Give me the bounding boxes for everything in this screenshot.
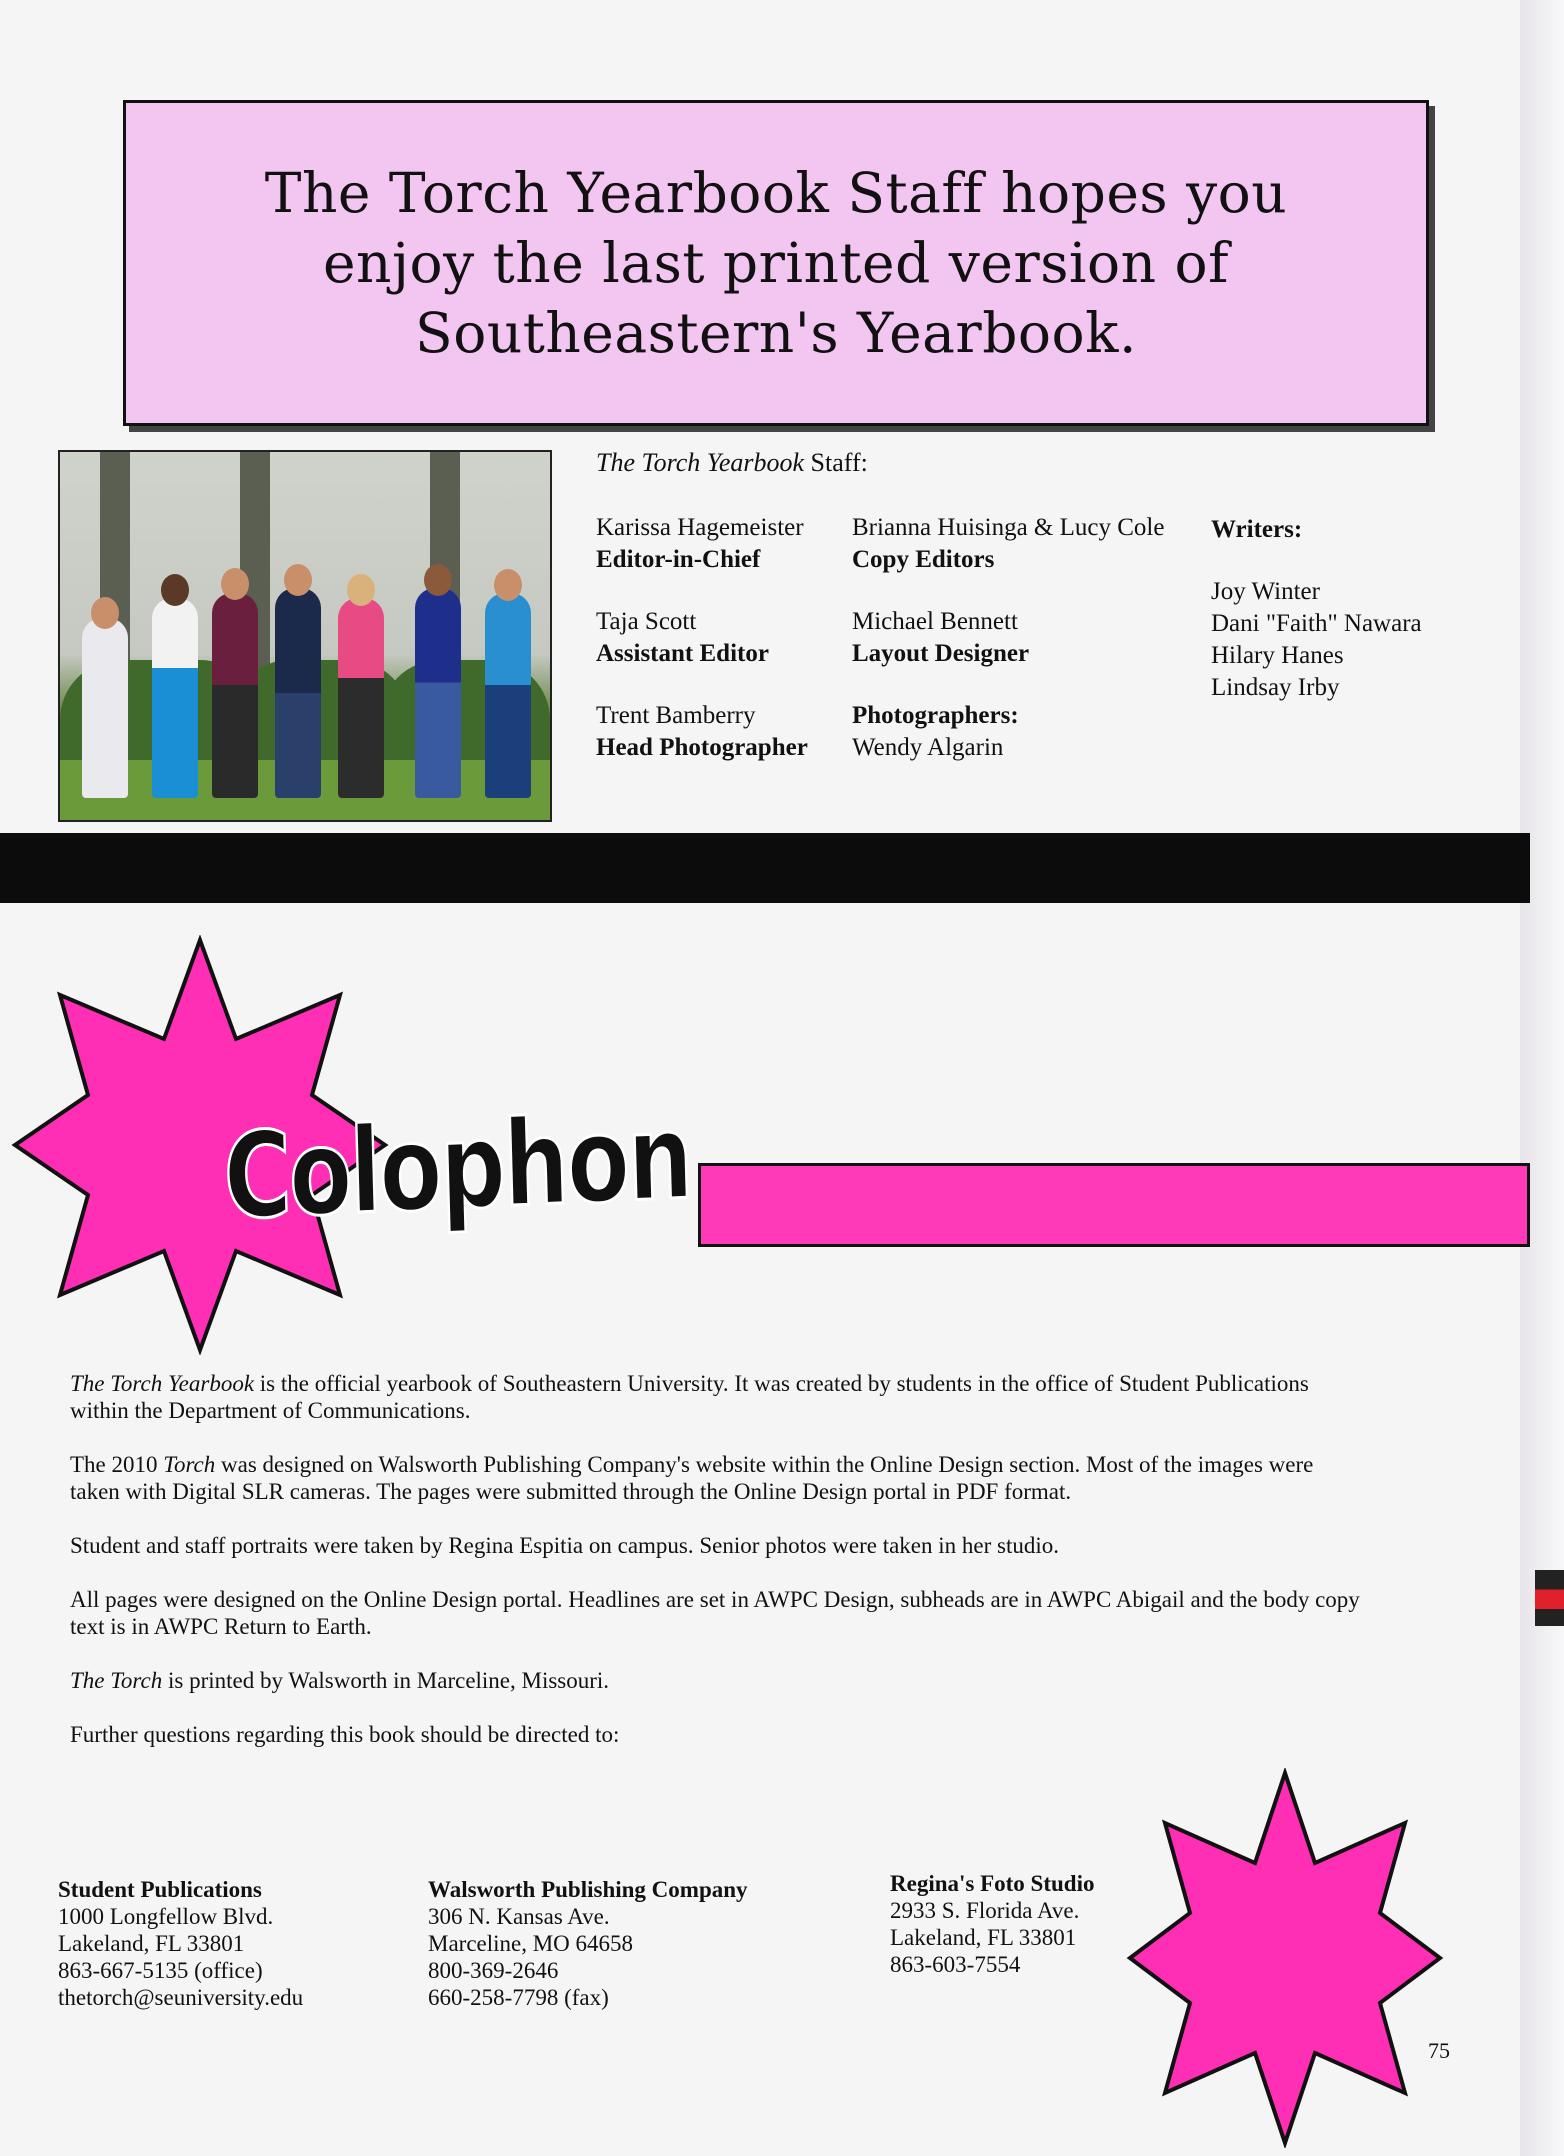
staff-name: Karissa Hagemeister (596, 514, 804, 541)
address-name: Regina's Foto Studio (890, 1871, 1095, 1896)
staff-role: Editor-in-Chief (596, 546, 761, 573)
address-line: thetorch@seuniversity.edu (58, 1985, 304, 2010)
staff-role: Assistant Editor (596, 640, 769, 667)
staff-group-photo (58, 450, 552, 822)
italic-text: The Torch (70, 1668, 163, 1693)
colophon-body (70, 1370, 1360, 1775)
starburst-right (1125, 1768, 1445, 2148)
address-name: Student Publications (58, 1877, 262, 1902)
text: was designed on Walsworth Publishing Company's website within the Online Design section. Most of the images were taken with Digital SLR cameras. The pages were submitted through the Online Design portal in PDF format. (70, 1452, 1314, 1504)
headline-banner (123, 100, 1429, 426)
address-line: 863-667-5135 (office) (58, 1958, 263, 1983)
staff-member (596, 512, 804, 576)
italic-text: The Torch Yearbook (70, 1371, 255, 1396)
address-line: 2933 S. Florida Ave. (890, 1898, 1080, 1923)
paragraph (70, 1667, 1360, 1694)
banner-line: The Torch Yearbook Staff hopes you (264, 161, 1288, 225)
writer-name: Lindsay Irby (1211, 674, 1340, 701)
writer-name: Hilary Hanes (1211, 642, 1344, 669)
address-block (890, 1870, 1094, 1978)
staff-role: Layout Designer (852, 640, 1030, 667)
address-block (428, 1876, 748, 2011)
staff-role: Copy Editors (852, 546, 995, 573)
staff-role: Head Photographer (596, 734, 808, 761)
writer-name: Dani "Faith" Nawara (1211, 610, 1422, 637)
italic-text: Torch (163, 1452, 216, 1477)
page-tab-marker (1535, 1570, 1564, 1626)
page-number: 75 (1428, 2038, 1450, 2063)
address-line: 1000 Longfellow Blvd. (58, 1904, 274, 1929)
address-line: 863-603-7554 (890, 1952, 1021, 1977)
address-line: 306 N. Kansas Ave. (428, 1904, 610, 1929)
address-block (58, 1876, 303, 2011)
paragraph: Student and staff portraits were taken by Regina Espitia on campus. Senior photos were taken in her studio. (70, 1533, 1059, 1558)
banner-line: enjoy the last printed version of (322, 231, 1229, 295)
address-line: Lakeland, FL 33801 (890, 1925, 1077, 1950)
photographers-label: Photographers: (852, 702, 1019, 729)
staff-heading (596, 448, 868, 478)
photographers-group (852, 700, 1019, 764)
banner-line: Southeastern's Yearbook. (415, 301, 1137, 365)
divider-bar (0, 833, 1530, 903)
staff-name: Brianna Huisinga & Lucy Cole (852, 514, 1165, 541)
page-edge (1520, 0, 1564, 2156)
paragraph: Further questions regarding this book should be directed to: (70, 1722, 620, 1747)
address-line: Lakeland, FL 33801 (58, 1931, 245, 1956)
writers-group (1211, 514, 1422, 704)
paragraph: All pages were designed on the Online Design portal. Headlines are set in AWPC Design, subheads are in AWPC Abigail and the body copy text is in AWPC Return to Earth. (70, 1587, 1360, 1639)
staff-heading-rest: Staff: (804, 448, 868, 477)
paragraph (70, 1451, 1360, 1505)
address-line: Marceline, MO 64658 (428, 1931, 634, 1956)
staff-member (596, 700, 808, 764)
text: is printed by Walsworth in Marceline, Missouri. (162, 1668, 610, 1693)
staff-name: Taja Scott (596, 608, 697, 635)
staff-heading-italic: The Torch Yearbook (596, 448, 805, 477)
paragraph (70, 1370, 1360, 1424)
staff-member (852, 606, 1029, 670)
colophon-title: Colophon (222, 1087, 693, 1246)
staff-name: Wendy Algarin (852, 734, 1004, 761)
staff-member (852, 512, 1164, 576)
staff-name: Trent Bamberry (596, 702, 756, 729)
staff-member (596, 606, 769, 670)
colophon-accent-bar (698, 1163, 1530, 1247)
writers-label: Writers: (1211, 516, 1303, 543)
text: The 2010 (70, 1452, 164, 1477)
address-name: Walsworth Publishing Company (428, 1877, 748, 1902)
writer-name: Joy Winter (1211, 578, 1320, 605)
address-line: 660-258-7798 (fax) (428, 1985, 609, 2010)
staff-name: Michael Bennett (852, 608, 1018, 635)
text: is the official yearbook of Southeastern University. It was created by students in the office of Student Publications within the Department of Communications. (70, 1371, 1309, 1423)
address-line: 800-369-2646 (428, 1958, 559, 1983)
